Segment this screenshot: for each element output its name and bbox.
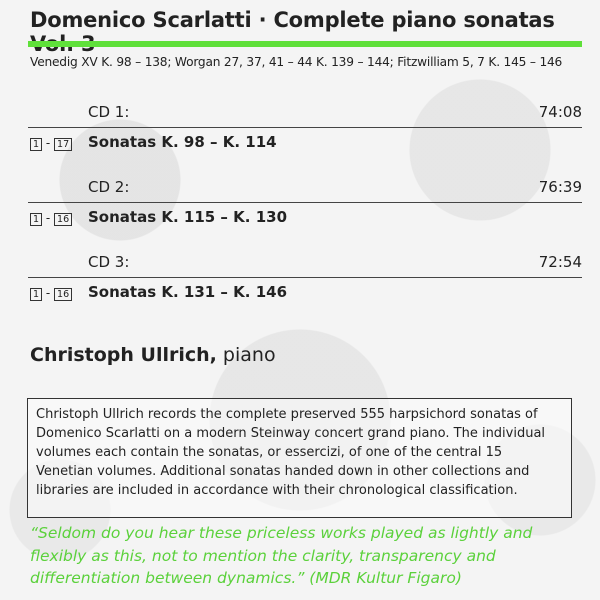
- cd-header-2: [88, 178, 582, 198]
- track-title: Sonatas K. 98 – K. 114: [88, 133, 277, 151]
- divider: [28, 277, 582, 278]
- cd-label: CD 2:: [88, 178, 130, 196]
- cd-header-1: [88, 103, 582, 123]
- track-separator: -: [45, 136, 51, 150]
- performer-instrument: piano: [216, 344, 276, 366]
- track-title: Sonatas K. 131 – K. 146: [88, 283, 288, 301]
- divider: [28, 127, 582, 128]
- cd-duration: 76:39: [538, 178, 582, 196]
- cd-duration: 72:54: [538, 253, 582, 271]
- cd-label: CD 3:: [88, 253, 130, 271]
- track-separator: -: [45, 211, 51, 225]
- cd-duration: 74:08: [538, 103, 582, 121]
- cd-header-3: [88, 253, 582, 273]
- track-separator: -: [45, 286, 51, 300]
- divider: [28, 202, 582, 203]
- title-underline: [28, 41, 582, 47]
- press-quote: “Seldom do you hear these priceless works played as lightly and flexibly as this, not to mention the clarity, transparency and differentiation between dynamics.” (MDR Kultur Figaro): [30, 524, 533, 587]
- track-end-box: 17: [54, 138, 72, 151]
- track-end-box: 16: [54, 213, 72, 226]
- track-start-box: 1: [30, 213, 42, 226]
- track-range: [30, 211, 72, 226]
- catalogue-subtitle: Venedig XV K. 98 – 138; Worgan 27, 37, 41 – 44 K. 139 – 144; Fitzwilliam 5, 7 K. 145 – 146: [30, 55, 563, 69]
- track-range: [30, 136, 72, 151]
- track-range: [30, 286, 72, 301]
- track-end-box: 16: [54, 288, 72, 301]
- cd-label: CD 1:: [88, 103, 130, 121]
- album-title: Domenico Scarlatti · Complete piano sonatas: [30, 8, 555, 32]
- performer-credit: [30, 344, 276, 366]
- track-title: Sonatas K. 115 – K. 130: [88, 208, 288, 226]
- description-box: Christoph Ullrich records the complete preserved 555 harpsichord sonatas of Domenico Scarlatti on a modern Steinway concert grand piano. The individual volumes each contain the sonatas, or essercizi, of one of the central 15 Venetian volumes. Additional sonatas handed down in other collections and libraries are included in accordance with their chronological classification.: [27, 398, 572, 518]
- performer-name: Christoph Ullrich,: [30, 344, 217, 366]
- track-start-box: 1: [30, 288, 42, 301]
- track-start-box: 1: [30, 138, 42, 151]
